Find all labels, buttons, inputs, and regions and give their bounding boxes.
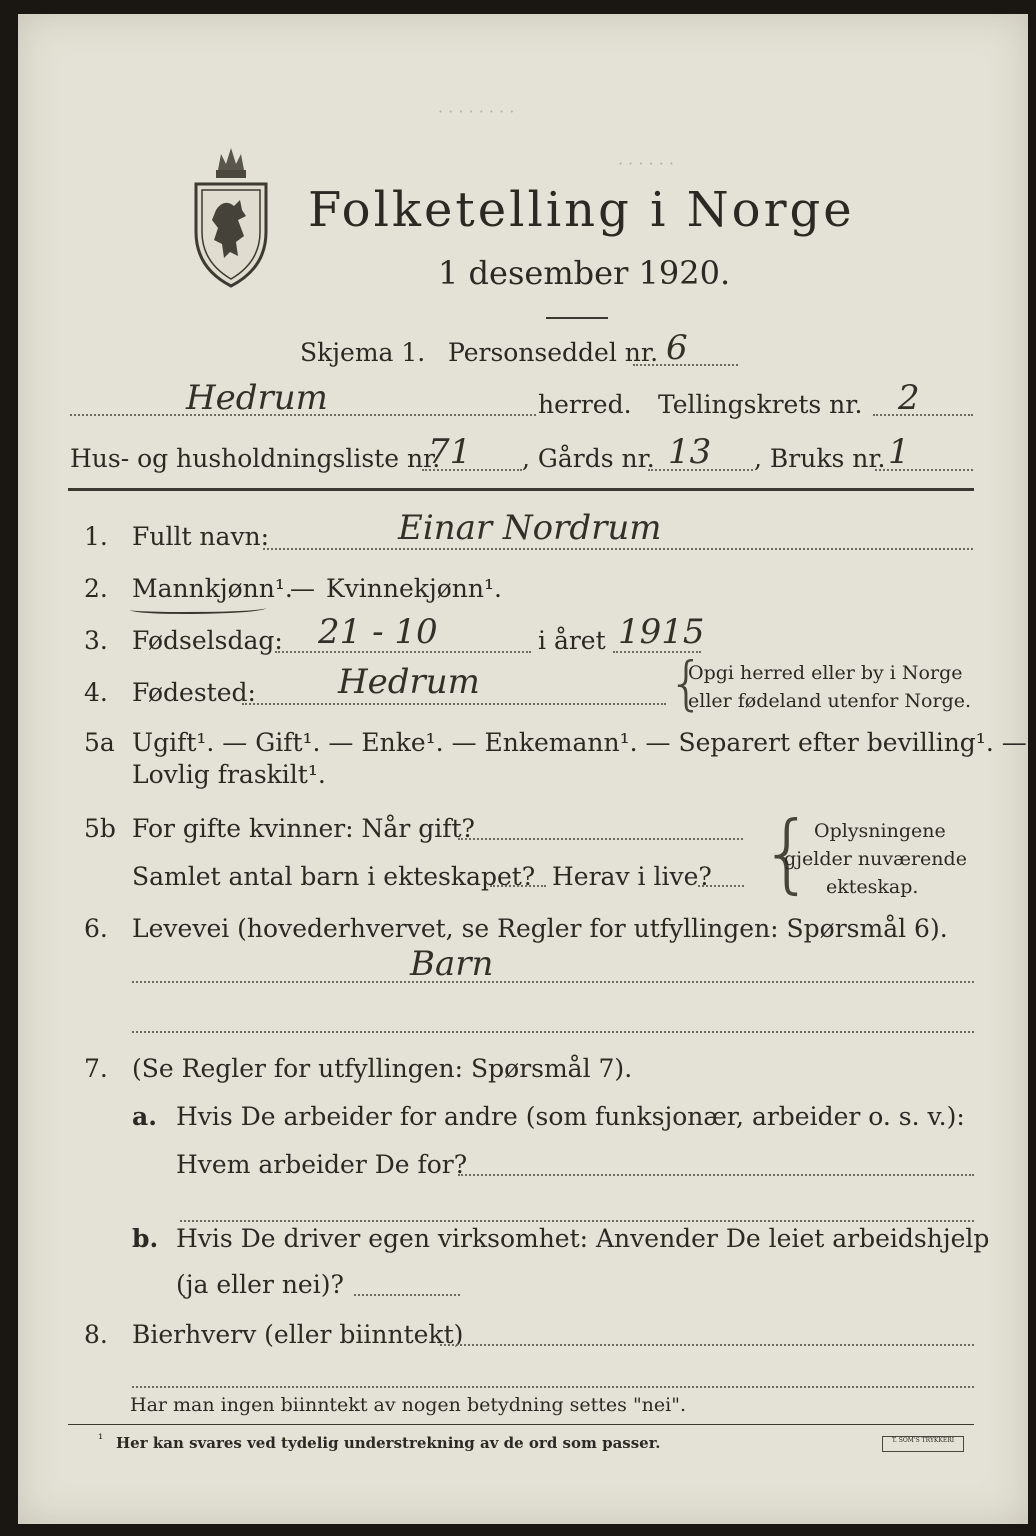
birthday-value[interactable]: 21 - 10 bbox=[318, 612, 438, 652]
census-date: 1 desember 1920. bbox=[438, 254, 731, 292]
q4-note-line1: Opgi herred eller by i Norge bbox=[688, 662, 963, 684]
q5b-note-line3: ekteskap. bbox=[826, 876, 919, 898]
herred-label: herred. bbox=[538, 390, 632, 419]
q2-female-option[interactable]: Kvinnekjønn¹. bbox=[326, 574, 502, 603]
skjema-label: Skjema 1. bbox=[300, 338, 426, 367]
herred-value[interactable]: Hedrum bbox=[186, 378, 328, 418]
q1-number: 1. bbox=[84, 522, 108, 551]
q1-field-line bbox=[263, 548, 973, 550]
q5b-note-line1: Oplysningene bbox=[814, 820, 946, 842]
bleed-through-text: · · · · · · · · bbox=[438, 102, 515, 121]
q5b-married-label: For gifte kvinner: Når gift? bbox=[132, 814, 475, 843]
full-name-value[interactable]: Einar Nordrum bbox=[398, 508, 662, 548]
q5b-note-line2: gjelder nuværende bbox=[784, 848, 967, 870]
q6-label: Levevei (hovederhvervet, se Regler for utfyllingen: Spørsmål 6). bbox=[132, 914, 948, 943]
personseddel-value[interactable]: 6 bbox=[666, 328, 688, 368]
q8-note: Har man ingen biinntekt av nogen betydning settes "nei". bbox=[130, 1394, 687, 1416]
q3-label: Fødselsdag: bbox=[132, 626, 283, 655]
q7b-letter: b. bbox=[132, 1224, 159, 1253]
gards-label: , Gårds nr. bbox=[522, 444, 655, 473]
husholdningsliste-value[interactable]: 71 bbox=[428, 432, 472, 472]
occupation-value[interactable]: Barn bbox=[410, 944, 494, 984]
q6-field-line-1 bbox=[132, 981, 974, 983]
q7b-field-line bbox=[354, 1294, 460, 1296]
footnote-mark: ¹ bbox=[98, 1432, 104, 1447]
q7-number: 7. bbox=[84, 1054, 108, 1083]
q1-label: Fullt navn: bbox=[132, 522, 270, 551]
q4-note-brace: { bbox=[668, 649, 705, 717]
header-divider bbox=[68, 488, 974, 491]
printer-stamp: T. SOM'S TRYKKERI bbox=[882, 1436, 964, 1452]
norway-coat-of-arms-emblem bbox=[188, 140, 274, 290]
q5a-number: 5a bbox=[84, 728, 115, 757]
footnote-text: Her kan svares ved tydelig understrekning av de ord som passer. bbox=[116, 1434, 661, 1452]
q8-number: 8. bbox=[84, 1320, 108, 1349]
personseddel-label: Personseddel nr. bbox=[448, 338, 659, 367]
q4-number: 4. bbox=[84, 678, 108, 707]
q7b-line1: Hvis De driver egen virksomhet: Anvender De leiet arbeidshjelp bbox=[176, 1224, 990, 1253]
footer-divider bbox=[68, 1424, 974, 1425]
q7a-line2: Hvem arbeider De for? bbox=[176, 1150, 468, 1179]
bleed-through-text: · · · · · · bbox=[618, 154, 674, 173]
q4-field-line bbox=[242, 703, 666, 705]
birthplace-value[interactable]: Hedrum bbox=[338, 662, 480, 702]
q5b-alive-label: Herav i live? bbox=[552, 862, 712, 891]
q6-number: 6. bbox=[84, 914, 108, 943]
bruks-label: , Bruks nr. bbox=[754, 444, 886, 473]
q7b-line2: (ja eller nei)? bbox=[176, 1270, 344, 1299]
tellingskrets-field-line bbox=[873, 414, 973, 416]
q5b-children-label: Samlet antal barn i ekteskapet? bbox=[132, 862, 536, 891]
q8-field-line-1 bbox=[440, 1344, 974, 1346]
gards-value[interactable]: 13 bbox=[668, 432, 712, 472]
q8-field-line-2 bbox=[132, 1386, 974, 1388]
q2-separator: — bbox=[290, 574, 315, 603]
q7a-field-line-2 bbox=[180, 1220, 974, 1222]
q2-number: 2. bbox=[84, 574, 108, 603]
q7a-letter: a. bbox=[132, 1102, 157, 1131]
q4-note-line2: eller fødeland utenfor Norge. bbox=[688, 690, 972, 712]
husholdningsliste-label: Hus- og husholdningsliste nr. bbox=[70, 444, 441, 473]
q7a-line1: Hvis De arbeider for andre (som funksjonær, arbeider o. s. v.): bbox=[176, 1102, 965, 1131]
census-form-sheet bbox=[18, 14, 1028, 1524]
q4-label: Fødested: bbox=[132, 678, 256, 707]
q5a-marital-options[interactable]: Ugift¹. — Gift¹. — Enke¹. — Enkemann¹. — Separert efter bevilling¹. — bbox=[132, 728, 1027, 757]
birth-year-value[interactable]: 1915 bbox=[618, 612, 705, 652]
q8-label: Bierhverv (eller biinntekt) bbox=[132, 1320, 464, 1349]
q5b-children-field-line bbox=[490, 885, 546, 887]
q2-male-option[interactable]: Mannkjønn¹. bbox=[132, 574, 293, 603]
q3-year-label: i året bbox=[538, 626, 606, 655]
tellingskrets-label: Tellingskrets nr. bbox=[658, 390, 863, 419]
q7a-field-line-1 bbox=[458, 1174, 974, 1176]
title-divider bbox=[546, 317, 608, 319]
q5b-note-brace: { bbox=[760, 803, 815, 903]
q5b-alive-field-line bbox=[698, 885, 744, 887]
bruks-value[interactable]: 1 bbox=[888, 432, 910, 472]
q5b-married-field-line bbox=[458, 838, 743, 840]
male-underline-mark bbox=[130, 604, 266, 614]
q6-field-line-2 bbox=[132, 1031, 974, 1033]
tellingskrets-value[interactable]: 2 bbox=[898, 378, 920, 418]
q5b-number: 5b bbox=[84, 814, 116, 843]
q3-number: 3. bbox=[84, 626, 108, 655]
q5a-divorced-option[interactable]: Lovlig fraskilt¹. bbox=[132, 760, 326, 789]
form-title: Folketelling i Norge bbox=[308, 182, 855, 238]
q7-label: (Se Regler for utfyllingen: Spørsmål 7). bbox=[132, 1054, 633, 1083]
